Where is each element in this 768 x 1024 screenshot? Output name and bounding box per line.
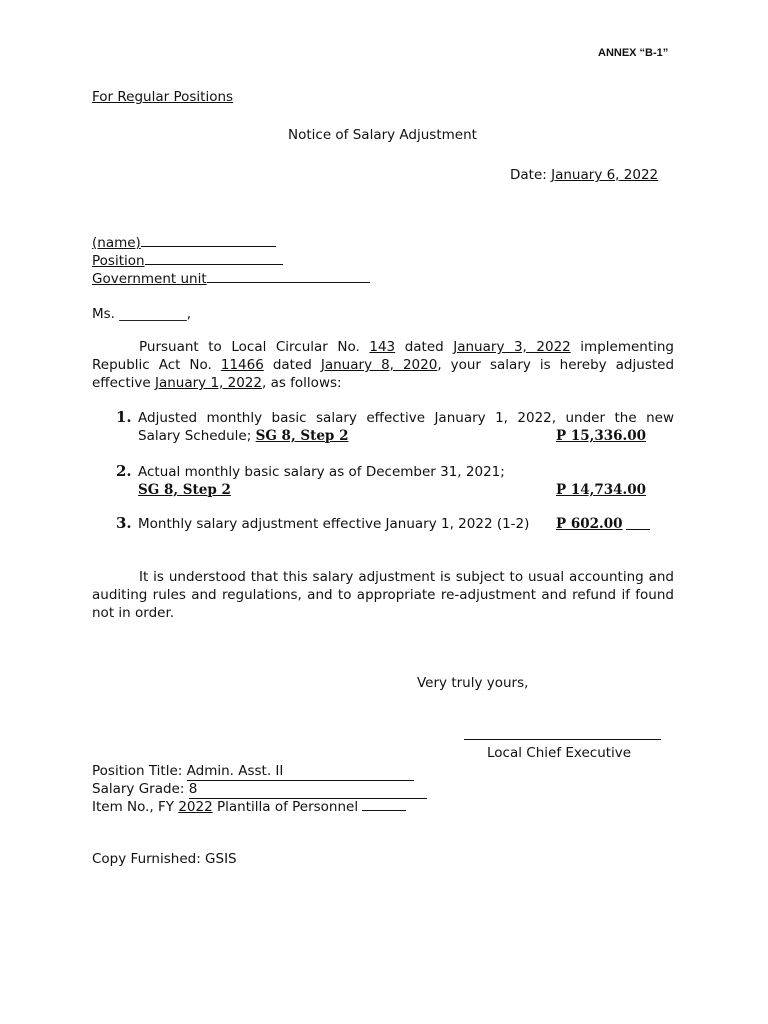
republic-act-date: January 8, 2020 [320,357,438,373]
item-number-line [92,797,406,816]
salutation-prefix: Ms. [92,306,115,322]
item-2-line-1: Actual monthly basic salary as of December 31, 2021; [138,464,505,480]
item-2-amount: P 14,734.00 [556,482,647,498]
item-number-blank [362,797,406,811]
salutation [92,305,191,323]
item-1-number: 1. [116,408,132,426]
position-title-line [92,762,414,781]
item-3-number: 3. [116,514,132,532]
addressee-position [92,251,283,270]
salutation-suffix: , [186,306,192,322]
intro-text-1: Pursuant to Local Circular No. [139,339,360,355]
plantilla-year: 2022 [178,799,213,815]
salutation-blank: __________ [119,306,187,322]
salary-grade-label: Salary Grade: [92,781,185,797]
signature-line [464,739,661,740]
closing-paragraph: It is understood that this salary adjustment is subject to usual accounting and auditing rules and regulations, and to appropriate re-adjustment and refund if found not in order. [92,569,674,621]
intro-paragraph [92,338,674,392]
unit-blank-line [207,269,370,283]
item-3-amount-underline [626,529,650,530]
item-3-amount: P 602.00 [556,516,623,532]
complimentary-close: Very truly yours, [417,675,529,691]
addressee-unit [92,269,370,288]
signatory-title: Local Chief Executive [487,745,632,761]
document-title: Notice of Salary Adjustment [288,127,477,143]
date-value: January 6, 2022 [551,167,659,183]
effective-date: January 1, 2022 [154,375,262,391]
plantilla-label: Plantilla of Personnel [216,799,359,815]
intro-text-6: , as follows: [261,375,342,391]
item-number-label: Item No., FY [92,799,175,815]
date-line [510,166,658,184]
position-title-label: Position Title: [92,763,183,779]
annex-label: ANNEX “B-1” [598,47,669,59]
item-3-line-1: Monthly salary adjustment effective January 1, 2022 (1-2) [138,516,530,532]
addressee-position-text: Position [92,253,145,269]
item-2-number: 2. [116,462,132,480]
salary-grade-value: 8 [188,781,198,797]
name-blank-line [141,233,276,247]
circular-date: January 3, 2022 [453,339,571,355]
item-1-schedule-label: Salary Schedule; [138,428,252,444]
item-1-line-2 [138,427,348,445]
intro-text-4: dated [272,357,312,373]
addressee-name [92,233,276,252]
date-label: Date: [510,167,547,183]
item-2-grade: SG 8, Step 2 [138,482,231,498]
intro-text-2: dated [404,339,444,355]
copy-furnished: Copy Furnished: GSIS [92,851,237,867]
position-blank-line [145,251,283,265]
addressee-unit-text: Government unit [92,271,207,287]
item-1-grade: SG 8, Step 2 [255,428,349,444]
position-title-field [187,762,414,781]
intro-text-3: implementing Republic Act No. [92,339,675,373]
position-title-value: Admin. Asst. II [186,763,284,779]
circular-number: 143 [369,339,396,355]
item-1-line-1: Adjusted monthly basic salary effective January 1, 2022, under the new [138,410,674,426]
category-heading: For Regular Positions [92,89,234,105]
republic-act-number: 11466 [220,357,264,373]
intro-text-5: , your salary is hereby adjusted effective [92,357,675,391]
item-1-amount: P 15,336.00 [556,428,647,444]
addressee-name-text: (name) [92,235,141,251]
